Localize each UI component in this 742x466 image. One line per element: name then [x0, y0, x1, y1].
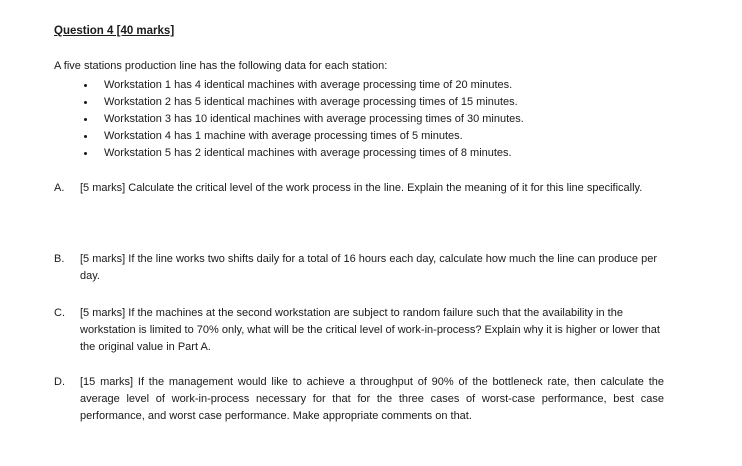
question-a [54, 180, 664, 197]
question-d [54, 374, 664, 425]
question-b [54, 251, 664, 285]
station-list [84, 77, 524, 162]
intro-text: A five stations production line has the following data for each station: [54, 60, 388, 72]
question-heading: Question 4 [40 marks] [54, 25, 175, 37]
list-item [84, 128, 524, 145]
station-text: Workstation 5 has 2 identical machines with average processing times of 8 minutes. [104, 147, 512, 159]
station-text: Workstation 3 has 10 identical machines with average processing times of 30 minutes. [104, 113, 524, 125]
list-item [84, 94, 524, 111]
question-letter: B. [54, 253, 65, 265]
question-text: [5 marks] If the machines at the second workstation are subject to random failure such that the availability in the workstation is limited to 70% only, what will be the critical level of work-in-process? Explain why it is higher or lower that the original value in Part A. [80, 307, 660, 353]
bullet-icon [84, 101, 87, 104]
station-text: Workstation 2 has 5 identical machines with average processing times of 15 minutes. [104, 96, 518, 108]
question-letter: C. [54, 307, 65, 319]
question-letter: A. [54, 182, 65, 194]
question-letter: D. [54, 376, 65, 388]
list-item [84, 111, 524, 128]
question-c [54, 305, 664, 356]
bullet-icon [84, 135, 87, 138]
list-item [84, 145, 524, 162]
question-text: [5 marks] Calculate the critical level of the work process in the line. Explain the meaning of it for this line specifically. [80, 182, 643, 194]
bullet-icon [84, 152, 87, 155]
question-text: [5 marks] If the line works two shifts daily for a total of 16 hours each day, calculate how much the line can produce per day. [80, 253, 657, 282]
bullet-icon [84, 118, 87, 121]
list-item [84, 77, 524, 94]
bullet-icon [84, 84, 87, 87]
station-text: Workstation 1 has 4 identical machines with average processing time of 20 minutes. [104, 79, 513, 91]
station-text: Workstation 4 has 1 machine with average processing times of 5 minutes. [104, 130, 463, 142]
question-text: [15 marks] If the management would like to achieve a throughput of 90% of the bottleneck rate, then calculate the average level of work-in-process necessary for that for the three cases of worst-case performance, best case performance, and worst case performance. Make appropriate comments on that. [80, 376, 664, 422]
